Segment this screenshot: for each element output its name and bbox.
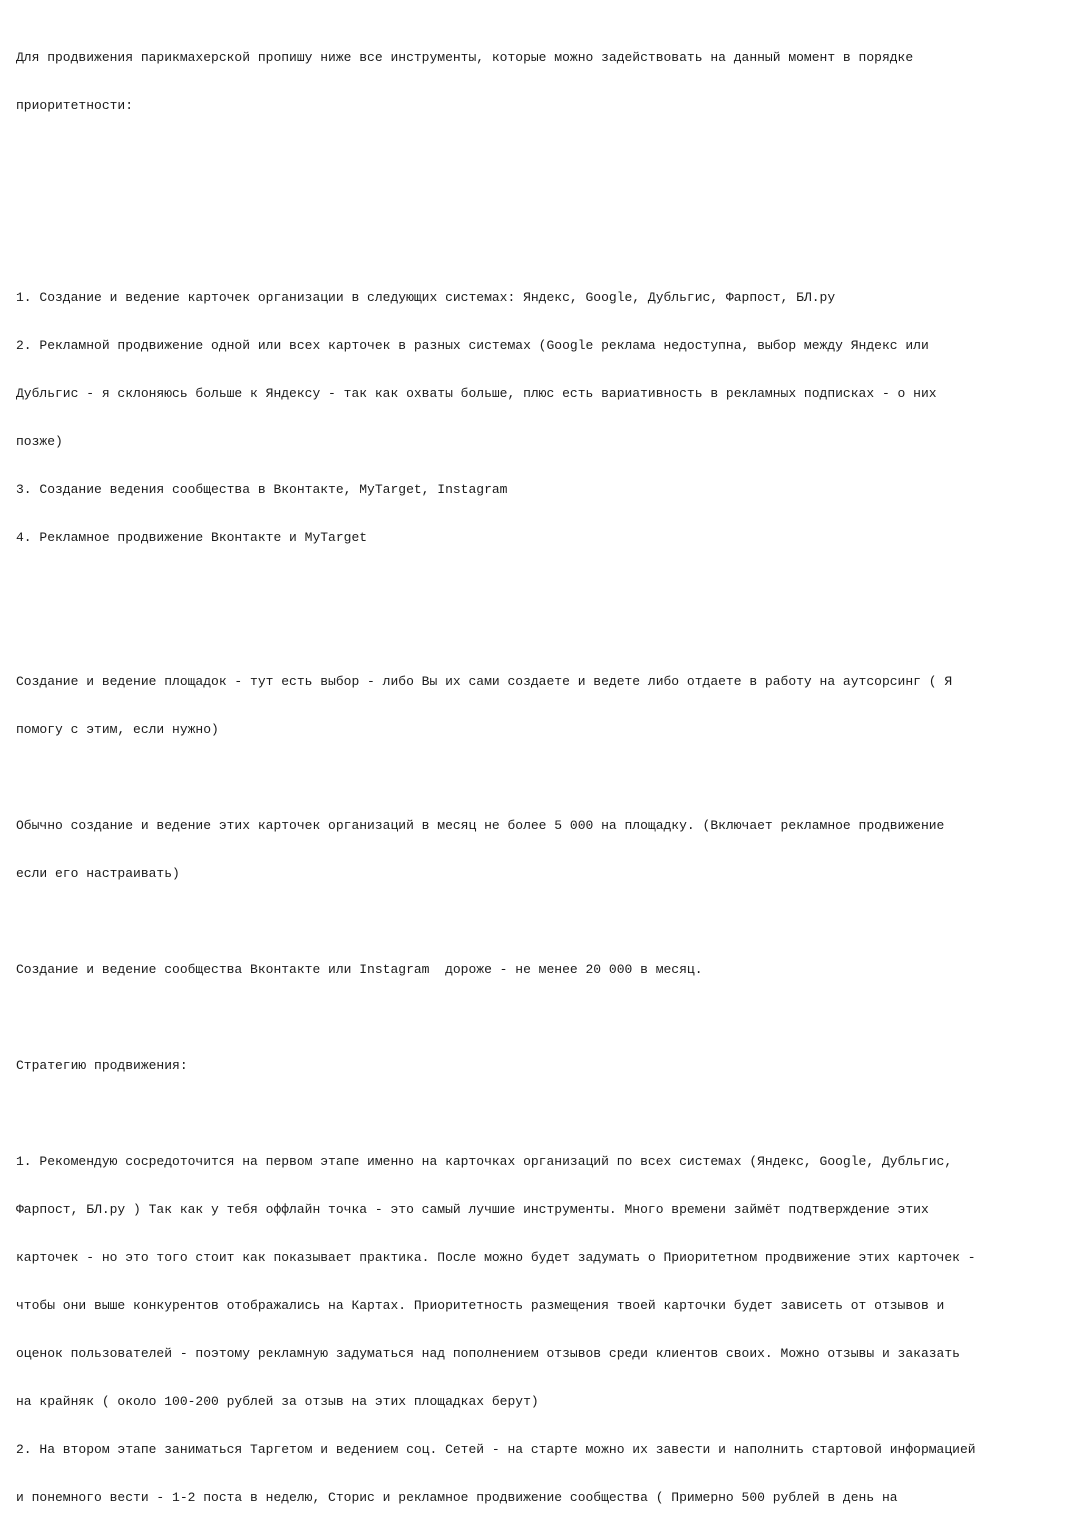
text-line: 2. На втором этапе заниматься Таргетом и ведением соц. Сетей - на старте можно их завести и наполнить стартовой информацией (16, 1442, 976, 1457)
text-line (16, 578, 1056, 594)
text-line: чтобы они выше конкурентов отображались на Картах. Приоритетность размещения твоей карточки будет зависеть от отзывов и (16, 1298, 945, 1313)
text-line (16, 194, 1056, 210)
text-line: Стратегию продвижения: (16, 1058, 188, 1073)
text-line: Фарпост, БЛ.ру ) Так как у тебя оффлайн точка - это самый лучшие инструменты. Много времени займёт подтверждение этих (16, 1202, 929, 1217)
text-line (16, 1010, 1056, 1026)
text-line: на крайняк ( около 100-200 рублей за отзыв на этих площадках берут) (16, 1394, 539, 1409)
text-line: Дубльгис - я склоняюсь больше к Яндексу - так как охваты больше, плюс есть вариативность в рекламных подписках - о них (16, 386, 937, 401)
text-line: Для продвижения парикмахерской пропишу ниже все инструменты, которые можно задействовать на данный момент в порядке (16, 50, 914, 65)
text-line: позже) (16, 434, 63, 449)
text-line (16, 146, 1056, 162)
text-line: оценок пользователей - поэтому рекламную задуматься над пополнением отзывов среди клиентов своих. Можно отзывы и заказать (16, 1346, 960, 1361)
text-line: 3. Создание ведения сообщества в Вконтакте, MyTarget, Instagram (16, 482, 508, 497)
text-line (16, 242, 1056, 258)
document-text (16, 18, 1056, 1522)
text-line (16, 914, 1056, 930)
text-line: карточек - но это того стоит как показывает практика. После можно будет задумать о Приоритетном продвижение этих карточек - (16, 1250, 976, 1265)
text-line: Обычно создание и ведение этих карточек организаций в месяц не более 5 000 на площадку. (Включает рекламное продвижение (16, 818, 945, 833)
text-line: приоритетности: (16, 98, 134, 113)
text-line (16, 770, 1056, 786)
text-line: Создание и ведение площадок - тут есть выбор - либо Вы их сами создаете и ведете либо отдаете в работу на аутсорсинг ( Я (16, 674, 953, 689)
text-line: если его настраивать) (16, 866, 180, 881)
text-line: помогу с этим, если нужно) (16, 722, 219, 737)
text-line: 4. Рекламное продвижение Вконтакте и MyTarget (16, 530, 368, 545)
text-line: 2. Рекламной продвижение одной или всех карточек в разных системах (Google реклама недоступна, выбор между Яндекс или (16, 338, 929, 353)
text-line: Создание и ведение сообщества Вконтакте или Instagram дороже - не менее 20 000 в месяц. (16, 962, 703, 977)
text-line (16, 1106, 1056, 1122)
text-line (16, 626, 1056, 642)
text-line: 1. Создание и ведение карточек организации в следующих системах: Яндекс, Google, Дубльгис, Фарпост, БЛ.ру (16, 290, 836, 305)
text-line: 1. Рекомендую сосредоточится на первом этапе именно на карточках организаций по всех системах (Яндекс, Google, Дубльгис, (16, 1154, 953, 1169)
text-line: и понемного вести - 1-2 поста в неделю, Сторис и рекламное продвижение сообщества ( Примерно 500 рублей в день на (16, 1490, 898, 1505)
